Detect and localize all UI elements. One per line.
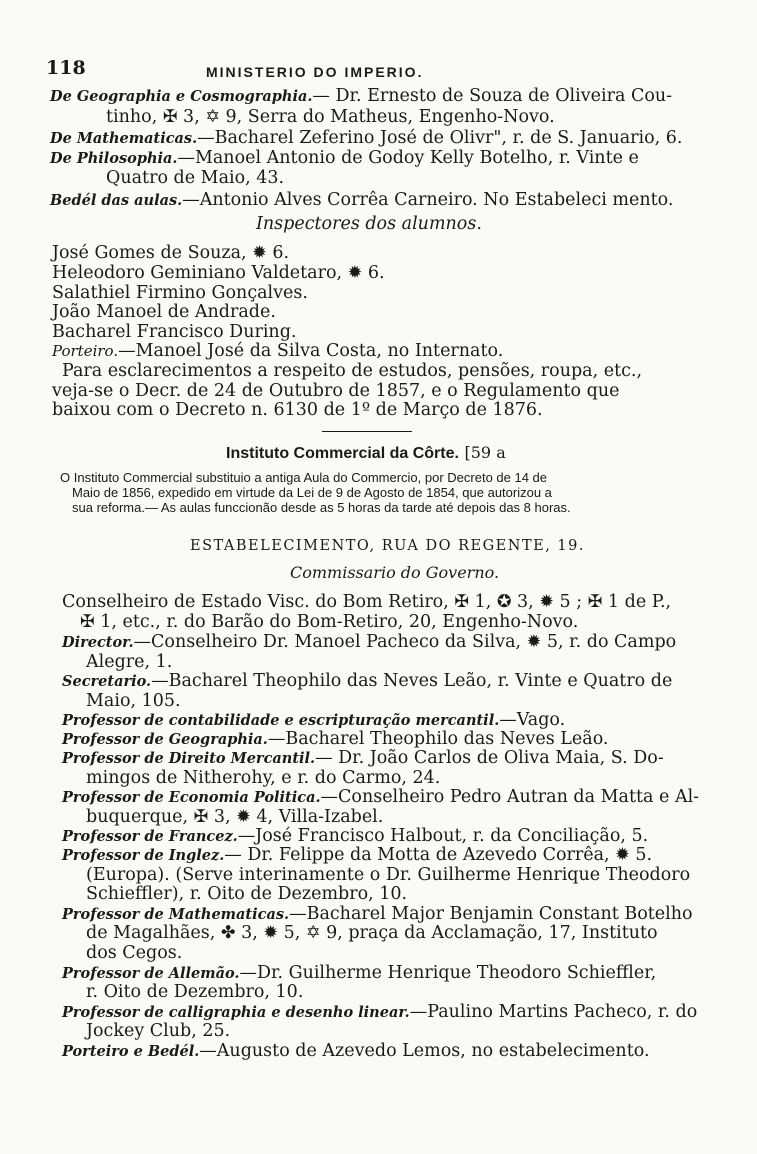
establishment-address: ESTABELECIMENTO, RUA DO REGENTE, 19. [190, 538, 585, 554]
entry-text: —Paulino Martins Pacheco, r. do [409, 1002, 698, 1022]
entry-label: Professor de Mathematicas. [62, 906, 290, 923]
entry-label: De Geographia e Cosmographia. [50, 88, 313, 105]
commissario-line: ✠ 1, etc., r. do Barão do Bom-Retiro, 20, Engenho-Novo. [80, 612, 579, 632]
entry-continuation: Quatro de Maio, 43. [106, 168, 285, 188]
entry-geographia-instituto [62, 729, 609, 750]
entry-continuation: r. Oito de Dezembro, 10. [86, 982, 304, 1002]
inspector-item: Heleodoro Geminiano Valdetaro, ✹ 6. [52, 263, 385, 283]
porteiro-entry [52, 341, 503, 361]
entry-continuation: de Magalhães, ✤ 3, ✹ 5, ✡ 9, praça da Acclamação, 17, Instituto [86, 923, 658, 943]
entry-text: —Bacharel Theophilo das Neves Leão. [267, 729, 609, 749]
entry-calligraphia [62, 1002, 697, 1023]
entry-geographia [50, 86, 686, 107]
entry-contabilidade [62, 710, 565, 731]
entry-label: Professor de Francez. [62, 828, 238, 845]
note-paragraph-line: baixou com o Decreto n. 6130 de 1º de Março de 1876. [52, 400, 543, 420]
entry-label: Professor de contabilidade e escripturação mercantil. [62, 712, 500, 729]
entry-text: —Bacharel Zeferino José de Olivr", r. de S. Januario, 6. [197, 128, 683, 148]
entry-continuation: Alegre, 1. [86, 652, 173, 672]
entry-text: —Manoel José da Silva Costa, no Internato. [118, 341, 504, 361]
entry-bedel [50, 190, 673, 211]
entry-label: Porteiro. [52, 342, 119, 360]
entry-text: — Dr. Felippe da Motta de Azevedo Corrêa, ✹ 5. [224, 845, 653, 865]
entry-allemao [62, 963, 656, 984]
entry-continuation: Schieffler), r. Oito de Dezembro, 10. [86, 884, 408, 904]
entry-label: Professor de Direito Mercantil. [62, 750, 316, 767]
entry-text: —Dr. Guilherme Henrique Theodoro Schieffler, [239, 963, 657, 983]
entry-mathematicas-instituto [62, 904, 693, 925]
entry-porteiro-bedel [62, 1041, 650, 1062]
entry-continuation: tinho, ✠ 3, ✡ 9, Serra do Matheus, Engenho-Novo. [106, 107, 555, 127]
entry-label: Secretario. [62, 673, 152, 690]
section-title-text: Instituto Commercial da Côrte. [226, 445, 459, 462]
entry-text: —José Francisco Halbout, r. da Conciliação, 5. [237, 826, 649, 846]
entry-economia [62, 787, 699, 808]
section-divider [322, 431, 412, 432]
page-number: 118 [46, 57, 86, 79]
commissario-line: Conselheiro de Estado Visc. do Bom Retiro, ✠ 1, ✪ 3, ✹ 5 ; ✠ 1 de P., [62, 592, 672, 612]
entry-label: Professor de Geographia. [62, 731, 268, 748]
note-paragraph-line: Para esclarecimentos a respeito de estudos, pensões, roupa, etc., [62, 361, 643, 381]
entry-continuation: (Europa). (Serve interinamente o Dr. Guilherme Henrique Theodoro [86, 865, 691, 885]
entry-label: De Mathematicas. [50, 130, 198, 147]
entry-text: —Antonio Alves Corrêa Carneiro. No Estabeleci mento. [182, 190, 674, 210]
instituto-note-line: Maio de 1856, expedido em virtude da Lei de 9 de Agosto de 1854, que autorizou a [72, 485, 552, 500]
entry-text: —Bacharel Major Benjamin Constant Botelho [289, 904, 693, 924]
entry-continuation: mingos de Nitherohy, e r. do Carmo, 24. [86, 768, 441, 788]
entry-label: Bedél das aulas. [50, 192, 183, 209]
entry-label: Professor de Allemão. [62, 965, 240, 982]
inspector-item: Bacharel Francisco During. [52, 322, 297, 342]
commissario-heading: Commissario do Governo. [290, 563, 500, 582]
entry-text: — Dr. João Carlos de Oliva Maia, S. Do- [315, 748, 664, 768]
entry-text: — Dr. Ernesto de Souza de Oliveira Cou- [312, 86, 673, 106]
section-title [226, 443, 506, 464]
entry-continuation: buquerque, ✠ 3, ✹ 4, Villa-Izabel. [86, 807, 384, 827]
inspector-item: José Gomes de Souza, ✹ 6. [52, 243, 290, 263]
entry-label: Porteiro e Bedél. [62, 1043, 200, 1060]
entry-text: —Manoel Antonio de Godoy Kelly Botelho, r. Vinte e [177, 148, 639, 168]
note-paragraph-line: veja-se o Decr. de 24 de Outubro de 1857, e o Regulamento que [52, 381, 620, 401]
entry-francez [62, 826, 648, 847]
entry-secretario [62, 671, 672, 692]
inspector-item: Salathiel Firmino Gonçalves. [52, 283, 308, 303]
inspector-item: João Manoel de Andrade. [52, 302, 276, 322]
entry-inglez [62, 845, 652, 866]
entry-text: —Conselheiro Dr. Manoel Pacheco da Silva, ✹ 5, r. do Campo [133, 632, 677, 652]
entry-text: —Bacharel Theophilo das Neves Leão, r. Vinte e Quatro de [151, 671, 673, 691]
running-title: MINISTERIO DO IMPERIO. [206, 64, 424, 80]
inspectors-heading: Inspectores dos alumnos. [256, 214, 482, 234]
entry-text: —Conselheiro Pedro Autran da Matta e Al- [320, 787, 700, 807]
instituto-note-line: sua reforma.— As aulas funccionão desde as 5 horas da tarde até depois das 8 horas. [72, 500, 571, 515]
entry-direito [62, 748, 664, 769]
entry-continuation: Maio, 105. [86, 691, 181, 711]
entry-text: —Vago. [499, 710, 566, 730]
entry-director [62, 632, 676, 653]
entry-continuation: dos Cegos. [86, 943, 183, 963]
entry-text: —Augusto de Azevedo Lemos, no estabelecimento. [199, 1041, 650, 1061]
entry-mathematicas [50, 128, 682, 149]
entry-label: Professor de Economia Politica. [62, 789, 321, 806]
entry-label: Professor de calligraphia e desenho linear. [62, 1004, 410, 1021]
instituto-note-line: O Instituto Commercial substituio a antiga Aula do Commercio, por Decreto de 14 de [60, 470, 548, 485]
entry-continuation: Jockey Club, 25. [86, 1021, 231, 1041]
entry-label: Professor de Inglez. [62, 847, 225, 864]
entry-philosophia [50, 148, 639, 169]
entry-label: Director. [62, 634, 134, 651]
section-title-note: [59 a [464, 443, 506, 462]
entry-label: De Philosophia. [50, 150, 178, 167]
